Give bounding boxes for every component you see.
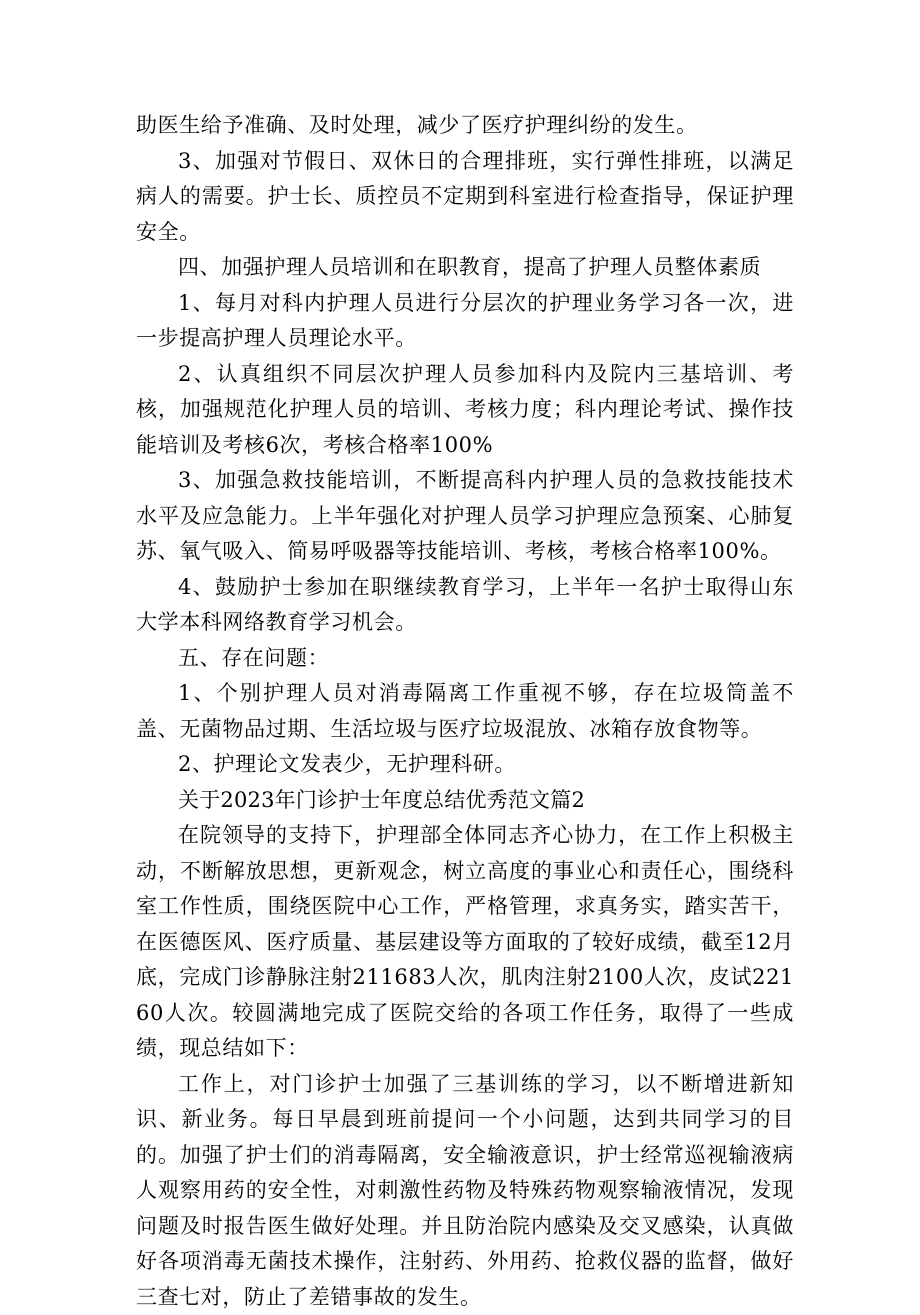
paragraph-continuing-education: 4、鼓励护士参加在职继续教育学习，上半年一名护士取得山东大学本科网络教育学习机会。 bbox=[136, 570, 794, 641]
paragraph-summary-intro: 在院领导的支持下，护理部全体同志齐心协力，在工作上积极主动，不断解放思想，更新观念，树立高度的事业心和责任心，围绕科室工作性质，围绕医院中心工作，严格管理，求真务实，踏实苦干，在医德医风、医疗质量、基层建设等方面取的了较好成绩，截至12月底，完成门诊静脉注射211683人次，肌肉注射2100人次，皮试22160人次。较圆满地完成了医院交给的各项工作任务，取得了一些成绩，现总结如下： bbox=[136, 818, 794, 1067]
section-heading-problems: 五、存在问题： bbox=[136, 641, 794, 677]
paragraph-work-details: 工作上，对门诊护士加强了三基训练的学习，以不断增进新知识、新业务。每日早晨到班前提问一个小问题，达到共同学习的目的。加强了护士们的消毒隔离，安全输液意识，护士经常巡视输液病人观察用药的安全性，对刺激性药物及特殊药物观察输液情况，发现问题及时报告医生做好处理。并且防治院内感染及交叉感染，认真做好各项消毒无菌技术操作，注射药、外用药、抢救仪器的监督，做好三查七对，防止了差错事故的发生。 bbox=[136, 1067, 794, 1315]
paragraph-training-assessment: 2、认真组织不同层次护理人员参加科内及院内三基培训、考核，加强规范化护理人员的培训、考核力度；科内理论考试、操作技能培训及考核6次，考核合格率100% bbox=[136, 357, 794, 464]
paragraph-disinfection-problem: 1、个别护理人员对消毒隔离工作重视不够，存在垃圾筒盖不盖、无菌物品过期、生活垃圾与医疗垃圾混放、冰箱存放食物等。 bbox=[136, 676, 794, 747]
paragraph-research-problem: 2、护理论文发表少，无护理科研。 bbox=[136, 747, 794, 783]
paragraph-monthly-study: 1、每月对科内护理人员进行分层次的护理业务学习各一次，进一步提高护理人员理论水平。 bbox=[136, 286, 794, 357]
article-title: 关于2023年门诊护士年度总结优秀范文篇2 bbox=[136, 783, 794, 819]
paragraph-emergency-skills: 3、加强急救技能培训，不断提高科内护理人员的急救技能技术水平及应急能力。上半年强化对护理人员学习护理应急预案、心肺复苏、氧气吸入、简易呼吸器等技能培训、考核，考核合格率100%。 bbox=[136, 463, 794, 570]
paragraph-continuation: 助医生给予准确、及时处理，减少了医疗护理纠纷的发生。 bbox=[136, 108, 794, 144]
section-heading-training: 四、加强护理人员培训和在职教育，提高了护理人员整体素质 bbox=[136, 250, 794, 286]
paragraph-scheduling: 3、加强对节假日、双休日的合理排班，实行弹性排班，以满足病人的需要。护士长、质控员不定期到科室进行检查指导，保证护理安全。 bbox=[136, 144, 794, 251]
